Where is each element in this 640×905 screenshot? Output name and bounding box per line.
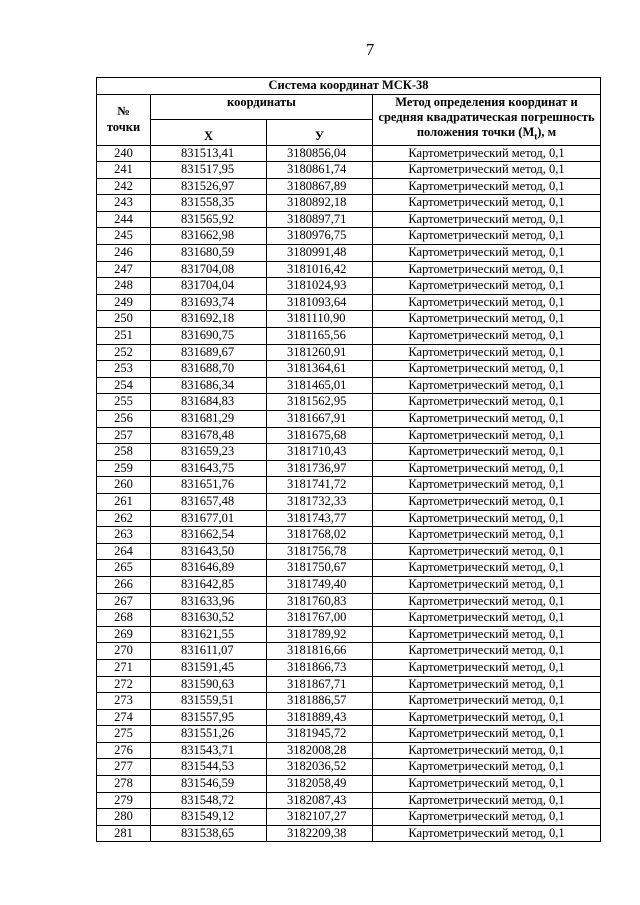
table-row <box>97 726 601 743</box>
method-cell: Картометрический метод, 0,1 <box>373 477 601 494</box>
method-cell: Картометрический метод, 0,1 <box>373 693 601 710</box>
y-coordinate-cell: 3181866,73 <box>267 659 373 676</box>
x-coordinate-cell: 831684,83 <box>151 394 267 411</box>
method-header-unit: ), м <box>537 125 557 139</box>
point-number-cell: 246 <box>97 245 151 262</box>
method-cell: Картометрический метод, 0,1 <box>373 460 601 477</box>
method-cell: Картометрический метод, 0,1 <box>373 444 601 461</box>
y-coordinate-cell: 3182209,38 <box>267 825 373 842</box>
x-coordinate-cell: 831662,98 <box>151 228 267 245</box>
table-row <box>97 825 601 842</box>
point-number-cell: 255 <box>97 394 151 411</box>
y-coordinate-cell: 3181260,91 <box>267 344 373 361</box>
y-coordinate-cell: 3181867,71 <box>267 676 373 693</box>
method-cell: Картометрический метод, 0,1 <box>373 726 601 743</box>
method-cell: Картометрический метод, 0,1 <box>373 676 601 693</box>
method-cell: Картометрический метод, 0,1 <box>373 560 601 577</box>
point-number-cell: 273 <box>97 693 151 710</box>
x-coordinate-cell: 831681,29 <box>151 411 267 428</box>
y-coordinate-cell: 3181710,43 <box>267 444 373 461</box>
x-coordinate-cell: 831549,12 <box>151 809 267 826</box>
point-number-cell: 268 <box>97 610 151 627</box>
method-cell: Картометрический метод, 0,1 <box>373 195 601 212</box>
x-coordinate-cell: 831680,59 <box>151 245 267 262</box>
method-cell: Картометрический метод, 0,1 <box>373 211 601 228</box>
table-row <box>97 543 601 560</box>
table-row <box>97 377 601 394</box>
table-row <box>97 278 601 295</box>
method-cell: Картометрический метод, 0,1 <box>373 278 601 295</box>
x-coordinate-cell: 831643,75 <box>151 460 267 477</box>
y-coordinate-cell: 3181789,92 <box>267 626 373 643</box>
method-cell: Картометрический метод, 0,1 <box>373 261 601 278</box>
y-coordinate-cell: 3181767,00 <box>267 610 373 627</box>
point-number-cell: 278 <box>97 776 151 793</box>
y-coordinate-cell: 3181165,56 <box>267 328 373 345</box>
point-number-cell: 264 <box>97 543 151 560</box>
method-cell: Картометрический метод, 0,1 <box>373 162 601 179</box>
table-row <box>97 162 601 179</box>
y-coordinate-cell: 3182036,52 <box>267 759 373 776</box>
table-row <box>97 145 601 162</box>
method-cell: Картометрический метод, 0,1 <box>373 576 601 593</box>
point-number-cell: 262 <box>97 510 151 527</box>
table-row <box>97 527 601 544</box>
table-row <box>97 344 601 361</box>
method-cell: Картометрический метод, 0,1 <box>373 626 601 643</box>
method-header <box>373 95 601 146</box>
x-coordinate-cell: 831704,04 <box>151 278 267 295</box>
table-row <box>97 593 601 610</box>
point-number-cell: 247 <box>97 261 151 278</box>
method-cell: Картометрический метод, 0,1 <box>373 510 601 527</box>
x-coordinate-cell: 831621,55 <box>151 626 267 643</box>
method-cell: Картометрический метод, 0,1 <box>373 809 601 826</box>
y-coordinate-cell: 3180976,75 <box>267 228 373 245</box>
coordinate-system-title: Система координат МСК-38 <box>97 78 601 95</box>
table-row <box>97 444 601 461</box>
y-coordinate-cell: 3181889,43 <box>267 709 373 726</box>
x-coordinate-cell: 831590,63 <box>151 676 267 693</box>
method-cell: Картометрический метод, 0,1 <box>373 328 601 345</box>
x-header: X <box>151 120 267 145</box>
x-coordinate-cell: 831678,48 <box>151 427 267 444</box>
point-number-cell: 274 <box>97 709 151 726</box>
table-row <box>97 742 601 759</box>
method-header-text: Метод определения координат и средняя квадратическая погрешность положения точки (M <box>378 95 595 139</box>
x-coordinate-cell: 831538,65 <box>151 825 267 842</box>
y-coordinate-cell: 3181760,83 <box>267 593 373 610</box>
point-number-cell: 267 <box>97 593 151 610</box>
coordinates-header: координаты <box>151 95 373 120</box>
table-row <box>97 311 601 328</box>
y-coordinate-cell: 3180861,74 <box>267 162 373 179</box>
x-coordinate-cell: 831630,52 <box>151 610 267 627</box>
x-coordinate-cell: 831689,67 <box>151 344 267 361</box>
method-header-subscript: t <box>534 131 538 142</box>
x-coordinate-cell: 831544,53 <box>151 759 267 776</box>
table-row <box>97 477 601 494</box>
method-cell: Картометрический метод, 0,1 <box>373 593 601 610</box>
table-row <box>97 460 601 477</box>
point-number-cell: 256 <box>97 411 151 428</box>
point-number-cell: 245 <box>97 228 151 245</box>
y-coordinate-cell: 3181667,91 <box>267 411 373 428</box>
method-cell: Картометрический метод, 0,1 <box>373 742 601 759</box>
table-row <box>97 576 601 593</box>
method-cell: Картометрический метод, 0,1 <box>373 228 601 245</box>
point-number-cell: 275 <box>97 726 151 743</box>
table-row <box>97 759 601 776</box>
point-number-cell: 270 <box>97 643 151 660</box>
table-body <box>97 145 601 842</box>
point-number-cell: 265 <box>97 560 151 577</box>
x-coordinate-cell: 831551,26 <box>151 726 267 743</box>
y-coordinate-cell: 3181743,77 <box>267 510 373 527</box>
y-coordinate-cell: 3181562,95 <box>267 394 373 411</box>
x-coordinate-cell: 831688,70 <box>151 361 267 378</box>
point-number-cell: 253 <box>97 361 151 378</box>
table-row <box>97 427 601 444</box>
y-coordinate-cell: 3180856,04 <box>267 145 373 162</box>
x-coordinate-cell: 831704,08 <box>151 261 267 278</box>
y-header: У <box>267 120 373 145</box>
method-cell: Картометрический метод, 0,1 <box>373 411 601 428</box>
x-coordinate-cell: 831565,92 <box>151 211 267 228</box>
x-coordinate-cell: 831633,96 <box>151 593 267 610</box>
y-coordinate-cell: 3181016,42 <box>267 261 373 278</box>
method-cell: Картометрический метод, 0,1 <box>373 543 601 560</box>
point-number-header <box>97 95 151 146</box>
method-cell: Картометрический метод, 0,1 <box>373 377 601 394</box>
x-coordinate-cell: 831558,35 <box>151 195 267 212</box>
method-cell: Картометрический метод, 0,1 <box>373 361 601 378</box>
table-row <box>97 809 601 826</box>
table-row <box>97 261 601 278</box>
y-coordinate-cell: 3181749,40 <box>267 576 373 593</box>
x-coordinate-cell: 831646,89 <box>151 560 267 577</box>
x-coordinate-cell: 831526,97 <box>151 178 267 195</box>
x-coordinate-cell: 831659,23 <box>151 444 267 461</box>
method-cell: Картометрический метод, 0,1 <box>373 344 601 361</box>
y-coordinate-cell: 3181465,01 <box>267 377 373 394</box>
y-coordinate-cell: 3181736,97 <box>267 460 373 477</box>
table-row <box>97 510 601 527</box>
point-number-cell: 241 <box>97 162 151 179</box>
method-cell: Картометрический метод, 0,1 <box>373 792 601 809</box>
x-coordinate-cell: 831643,50 <box>151 543 267 560</box>
table-row <box>97 178 601 195</box>
x-coordinate-cell: 831546,59 <box>151 776 267 793</box>
x-coordinate-cell: 831557,95 <box>151 709 267 726</box>
table-row <box>97 610 601 627</box>
x-coordinate-cell: 831559,51 <box>151 693 267 710</box>
x-coordinate-cell: 831517,95 <box>151 162 267 179</box>
table-row <box>97 294 601 311</box>
point-number-cell: 271 <box>97 659 151 676</box>
table-row <box>97 245 601 262</box>
y-coordinate-cell: 3181024,93 <box>267 278 373 295</box>
x-coordinate-cell: 831513,41 <box>151 145 267 162</box>
y-coordinate-cell: 3180892,18 <box>267 195 373 212</box>
point-number-header-word: точки <box>106 119 141 134</box>
method-cell: Картометрический метод, 0,1 <box>373 709 601 726</box>
table-row <box>97 560 601 577</box>
y-coordinate-cell: 3180991,48 <box>267 245 373 262</box>
method-cell: Картометрический метод, 0,1 <box>373 527 601 544</box>
table-row <box>97 394 601 411</box>
point-number-cell: 276 <box>97 742 151 759</box>
y-coordinate-cell: 3181756,78 <box>267 543 373 560</box>
table-row <box>97 228 601 245</box>
x-coordinate-cell: 831611,07 <box>151 643 267 660</box>
point-number-cell: 257 <box>97 427 151 444</box>
method-cell: Картометрический метод, 0,1 <box>373 394 601 411</box>
x-coordinate-cell: 831651,76 <box>151 477 267 494</box>
y-coordinate-cell: 3182087,43 <box>267 792 373 809</box>
table-row <box>97 361 601 378</box>
method-cell: Картометрический метод, 0,1 <box>373 427 601 444</box>
point-number-cell: 279 <box>97 792 151 809</box>
y-coordinate-cell: 3181816,66 <box>267 643 373 660</box>
table-row <box>97 659 601 676</box>
method-cell: Картометрический метод, 0,1 <box>373 493 601 510</box>
y-coordinate-cell: 3182008,28 <box>267 742 373 759</box>
point-number-cell: 254 <box>97 377 151 394</box>
method-cell: Картометрический метод, 0,1 <box>373 776 601 793</box>
x-coordinate-cell: 831591,45 <box>151 659 267 676</box>
point-number-cell: 277 <box>97 759 151 776</box>
y-coordinate-cell: 3182058,49 <box>267 776 373 793</box>
table-row <box>97 693 601 710</box>
point-number-cell: 250 <box>97 311 151 328</box>
y-coordinate-cell: 3181110,90 <box>267 311 373 328</box>
table-row <box>97 709 601 726</box>
point-number-cell: 244 <box>97 211 151 228</box>
table-row <box>97 328 601 345</box>
y-coordinate-cell: 3181675,68 <box>267 427 373 444</box>
table-row <box>97 493 601 510</box>
point-number-cell: 263 <box>97 527 151 544</box>
method-cell: Картометрический метод, 0,1 <box>373 643 601 660</box>
method-cell: Картометрический метод, 0,1 <box>373 825 601 842</box>
point-number-cell: 260 <box>97 477 151 494</box>
x-coordinate-cell: 831686,34 <box>151 377 267 394</box>
y-coordinate-cell: 3181750,67 <box>267 560 373 577</box>
x-coordinate-cell: 831543,71 <box>151 742 267 759</box>
point-number-cell: 252 <box>97 344 151 361</box>
y-coordinate-cell: 3181093,64 <box>267 294 373 311</box>
coordinates-table <box>96 77 601 842</box>
page-number: 7 <box>365 40 375 59</box>
x-coordinate-cell: 831662,54 <box>151 527 267 544</box>
x-coordinate-cell: 831692,18 <box>151 311 267 328</box>
y-coordinate-cell: 3181364,61 <box>267 361 373 378</box>
point-number-cell: 272 <box>97 676 151 693</box>
point-number-header-symbol: № <box>117 104 130 119</box>
y-coordinate-cell: 3180867,89 <box>267 178 373 195</box>
point-number-cell: 251 <box>97 328 151 345</box>
method-cell: Картометрический метод, 0,1 <box>373 145 601 162</box>
method-cell: Картометрический метод, 0,1 <box>373 178 601 195</box>
y-coordinate-cell: 3181886,57 <box>267 693 373 710</box>
table-row <box>97 626 601 643</box>
y-coordinate-cell: 3181945,72 <box>267 726 373 743</box>
point-number-cell: 258 <box>97 444 151 461</box>
method-cell: Картометрический метод, 0,1 <box>373 659 601 676</box>
point-number-cell: 261 <box>97 493 151 510</box>
table-row <box>97 411 601 428</box>
point-number-cell: 259 <box>97 460 151 477</box>
point-number-cell: 266 <box>97 576 151 593</box>
method-cell: Картометрический метод, 0,1 <box>373 294 601 311</box>
x-coordinate-cell: 831548,72 <box>151 792 267 809</box>
x-coordinate-cell: 831657,48 <box>151 493 267 510</box>
x-coordinate-cell: 831693,74 <box>151 294 267 311</box>
point-number-cell: 281 <box>97 825 151 842</box>
point-number-cell: 280 <box>97 809 151 826</box>
y-coordinate-cell: 3181741,72 <box>267 477 373 494</box>
table-row <box>97 643 601 660</box>
y-coordinate-cell: 3181768,02 <box>267 527 373 544</box>
method-cell: Картометрический метод, 0,1 <box>373 311 601 328</box>
table-row <box>97 776 601 793</box>
point-number-cell: 249 <box>97 294 151 311</box>
method-cell: Картометрический метод, 0,1 <box>373 759 601 776</box>
point-number-cell: 248 <box>97 278 151 295</box>
table-row <box>97 792 601 809</box>
x-coordinate-cell: 831690,75 <box>151 328 267 345</box>
y-coordinate-cell: 3180897,71 <box>267 211 373 228</box>
point-number-cell: 242 <box>97 178 151 195</box>
point-number-cell: 269 <box>97 626 151 643</box>
table-row <box>97 676 601 693</box>
method-cell: Картометрический метод, 0,1 <box>373 245 601 262</box>
method-cell: Картометрический метод, 0,1 <box>373 610 601 627</box>
point-number-cell: 243 <box>97 195 151 212</box>
table-row <box>97 195 601 212</box>
point-number-cell: 240 <box>97 145 151 162</box>
x-coordinate-cell: 831642,85 <box>151 576 267 593</box>
y-coordinate-cell: 3181732,33 <box>267 493 373 510</box>
table-row <box>97 211 601 228</box>
x-coordinate-cell: 831677,01 <box>151 510 267 527</box>
y-coordinate-cell: 3182107,27 <box>267 809 373 826</box>
